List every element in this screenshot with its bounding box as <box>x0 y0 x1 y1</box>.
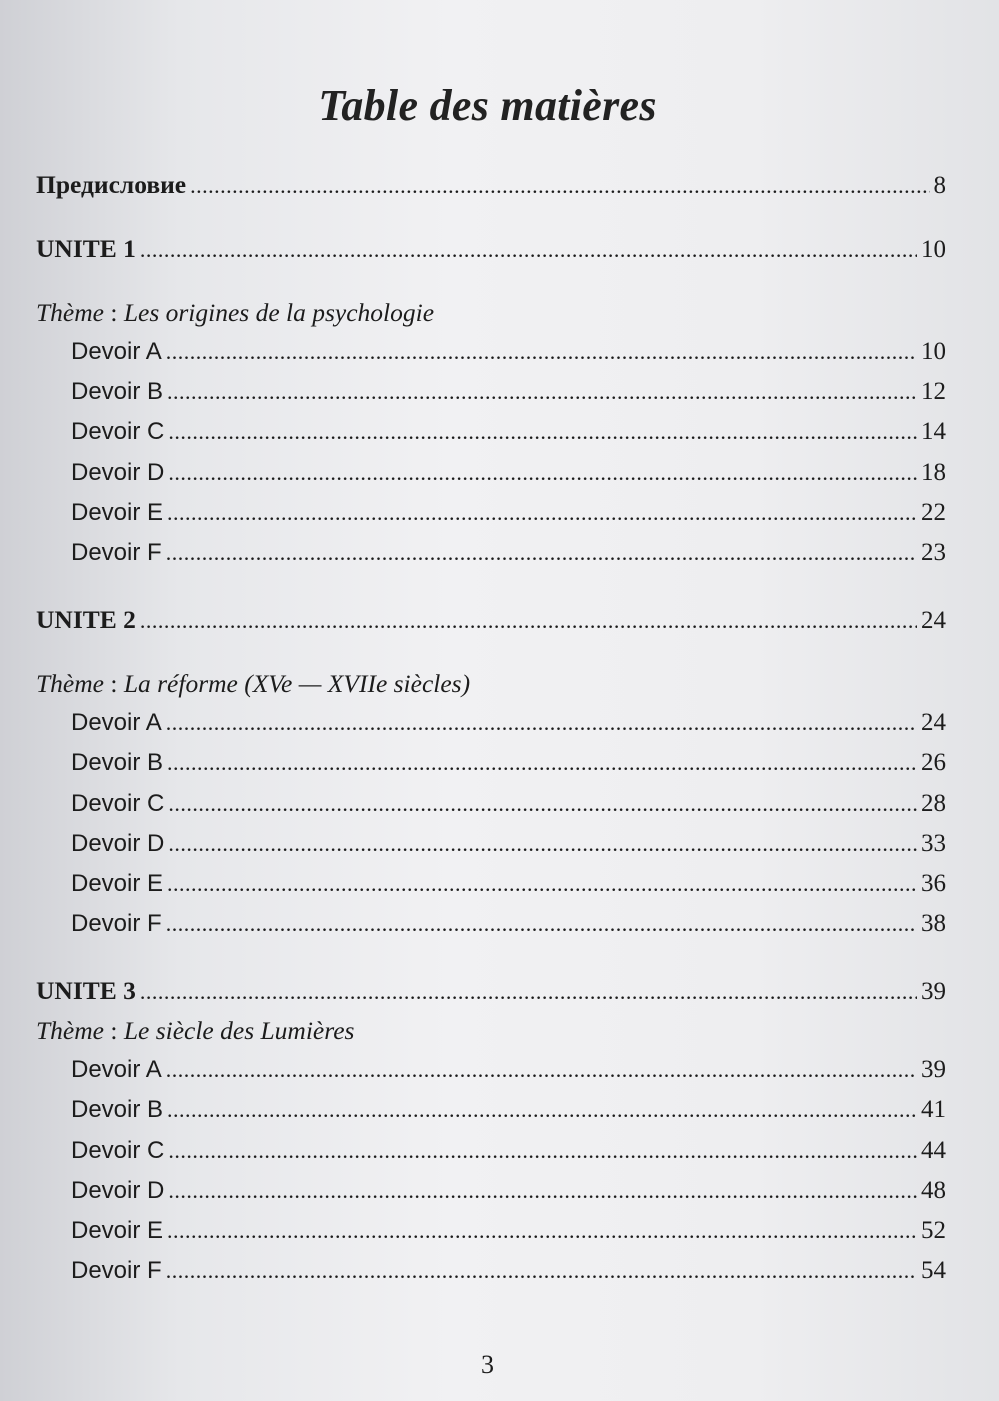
dot-leader <box>168 790 917 818</box>
devoir-label: Devoir E <box>71 869 164 897</box>
devoir-label: Devoir D <box>71 458 165 486</box>
toc-entry-devoir <box>36 910 946 950</box>
devoir-label: Devoir C <box>71 789 165 817</box>
toc-page-number: 24 <box>921 709 946 737</box>
toc-page-number: 18 <box>921 458 946 486</box>
toc-entry-unit <box>36 234 946 274</box>
dot-leader <box>168 459 917 487</box>
dot-leader <box>168 418 917 446</box>
toc-entry-devoir <box>36 1177 946 1217</box>
theme-separator: : <box>103 298 124 327</box>
toc-page-number: 52 <box>921 1217 946 1244</box>
devoir-label: Devoir F <box>71 538 162 566</box>
toc-page-number: 14 <box>921 418 946 446</box>
toc-page-number: 12 <box>921 378 946 406</box>
toc-page-number: 41 <box>921 1096 946 1124</box>
dot-leader <box>168 830 917 858</box>
toc-entry-devoir <box>36 378 946 418</box>
toc-entry-devoir <box>36 1257 946 1297</box>
devoir-label: Devoir D <box>71 1176 165 1204</box>
unit-label: UNITE 2 <box>36 605 136 635</box>
dot-leader <box>168 1177 917 1205</box>
devoir-label: Devoir A <box>71 709 162 737</box>
dot-leader <box>166 1257 917 1285</box>
dot-leader <box>167 1217 917 1245</box>
toc-entry-unit <box>36 976 946 1016</box>
devoir-label: Devoir B <box>71 749 164 777</box>
theme-separator: : <box>103 669 124 699</box>
toc-page-number: 10 <box>921 236 946 263</box>
toc-entry-devoir <box>36 418 946 458</box>
toc-entry-devoir <box>36 338 946 378</box>
toc-page-number: 48 <box>921 1176 946 1204</box>
theme-title: La réforme (XVe — XVIIe siècles) <box>123 669 471 699</box>
toc-page-number: 23 <box>921 538 946 566</box>
theme-prefix: Thème <box>36 669 104 699</box>
devoir-label: Devoir F <box>71 910 162 938</box>
devoir-label: Devoir E <box>71 498 164 526</box>
devoir-label: Devoir B <box>71 378 164 406</box>
table-of-contents <box>36 170 946 1297</box>
toc-entry-devoir <box>36 749 946 789</box>
dot-leader <box>140 976 917 1006</box>
devoir-label: Devoir C <box>71 418 165 446</box>
theme-title: Le siècle des Lumières <box>123 1016 355 1046</box>
toc-entry-devoir <box>36 1217 946 1257</box>
toc-page-number: 28 <box>921 789 946 817</box>
dot-leader <box>166 709 917 737</box>
toc-entry-devoir <box>36 1137 946 1177</box>
dot-leader <box>167 870 917 898</box>
toc-page-number: 33 <box>921 829 946 857</box>
dot-leader <box>167 378 917 406</box>
dot-leader <box>166 539 917 567</box>
devoir-label: Devoir F <box>71 1257 162 1285</box>
toc-page-number: 22 <box>921 498 946 526</box>
toc-page-number: 39 <box>921 1056 946 1084</box>
toc-entry-devoir <box>36 1096 946 1136</box>
theme-title: Les origines de la psychologie <box>123 298 435 327</box>
toc-entry-devoir <box>36 790 946 830</box>
toc-theme <box>36 669 946 709</box>
devoir-label: Devoir C <box>71 1136 165 1164</box>
dot-leader <box>168 1137 917 1165</box>
toc-entry-label: Предисловие <box>36 170 187 199</box>
toc-entry-devoir <box>36 830 946 870</box>
toc-page-number: 44 <box>921 1136 946 1164</box>
toc-entry-unit <box>36 605 946 645</box>
toc-page-number: 54 <box>921 1257 946 1285</box>
theme-prefix: Thème <box>36 298 104 327</box>
dot-leader <box>166 910 917 938</box>
devoir-label: Devoir B <box>71 1096 164 1124</box>
toc-entry-preface <box>36 170 946 210</box>
toc-page-number: 26 <box>921 749 946 777</box>
toc-page-number: 38 <box>921 910 946 938</box>
unit-label: UNITE 1 <box>36 234 136 263</box>
devoir-label: Devoir E <box>71 1217 164 1244</box>
dot-leader <box>167 499 917 527</box>
dot-leader <box>140 234 917 264</box>
theme-separator: : <box>103 1016 124 1046</box>
toc-entry-devoir <box>36 499 946 539</box>
toc-entry-devoir <box>36 1056 946 1096</box>
toc-page-number: 8 <box>933 172 946 199</box>
toc-page-number: 39 <box>921 978 946 1006</box>
page-title: Table des matières <box>318 81 657 130</box>
toc-page-number: 24 <box>921 607 946 635</box>
toc-theme <box>36 1016 946 1056</box>
devoir-label: Devoir D <box>71 829 165 857</box>
dot-leader <box>167 1096 917 1124</box>
unit-label: UNITE 3 <box>36 976 136 1006</box>
devoir-label: Devoir A <box>71 1056 162 1084</box>
dot-leader <box>167 749 917 777</box>
toc-entry-devoir <box>36 870 946 910</box>
toc-theme <box>36 298 946 338</box>
toc-entry-devoir <box>36 459 946 499</box>
dot-leader <box>166 1056 917 1084</box>
toc-entry-devoir <box>36 539 946 579</box>
toc-page-number: 10 <box>921 338 946 365</box>
page-number: 3 <box>481 1350 494 1379</box>
dot-leader <box>166 338 917 366</box>
dot-leader <box>190 170 929 200</box>
theme-prefix: Thème <box>36 1016 104 1046</box>
toc-page-number: 36 <box>921 869 946 897</box>
devoir-label: Devoir A <box>71 338 162 365</box>
dot-leader <box>140 605 917 635</box>
toc-entry-devoir <box>36 709 946 749</box>
